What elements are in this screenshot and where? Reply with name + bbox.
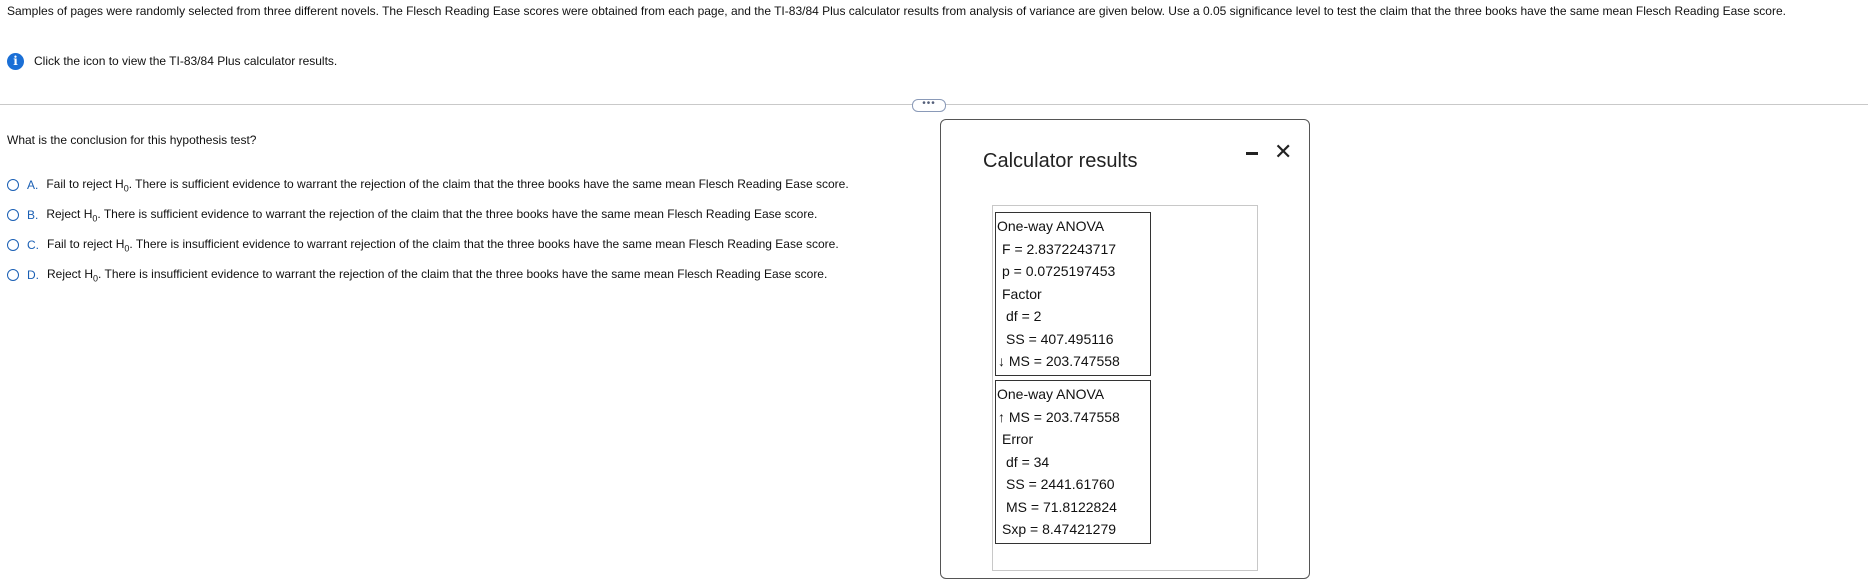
screen-line: MS = 71.8122824 — [1006, 498, 1117, 515]
radio-button[interactable] — [7, 239, 19, 251]
screen-line: One-way ANOVA — [997, 218, 1105, 234]
divider-handle[interactable]: ••• — [912, 99, 946, 112]
radio-button[interactable] — [7, 179, 19, 191]
screen-line: SS = 2441.61760 — [1006, 476, 1115, 492]
problem-statement: Samples of pages were randomly selected from three different novels. The Flesch Reading Ease scores were obtained from each page, and the TI-83/84 Plus calculator results from analysis of variance are given below. Use a 0.05 significance level to test the claim that the three books have the same mean Flesch Reading Ease score. — [7, 4, 1786, 18]
option-c[interactable] — [7, 230, 849, 260]
question-text: What is the conclusion for this hypothesis test? — [7, 133, 257, 147]
option-b[interactable] — [7, 200, 849, 230]
option-text: Fail to reject $H_0$. There is sufficient evidence to warrant the rejection of the claim that the three books have the same mean Flesch Reading Ease score. — [46, 176, 849, 194]
screen-line: One-way ANOVA — [997, 386, 1105, 402]
radio-button[interactable] — [7, 209, 19, 221]
option-letter: D. — [27, 268, 39, 282]
screen-line: p = 0.0725197453 — [1002, 263, 1116, 279]
option-letter: B. — [27, 208, 39, 222]
info-icon[interactable]: i — [7, 53, 24, 70]
info-label: Click the icon to view the TI-83/84 Plus calculator results. — [34, 54, 338, 68]
calculator-results-link[interactable] — [7, 52, 337, 70]
screen-line: df = 2 — [1006, 308, 1042, 324]
option-text: Fail to reject $H_0$. There is insufficient evidence to warrant rejection of the claim that the three books have the same mean Flesch Reading Ease score. — [47, 236, 839, 254]
screen-line: SS = 407.495116 — [1006, 330, 1114, 347]
option-d[interactable] — [7, 260, 849, 290]
calculator-screen-2 — [995, 380, 1151, 544]
screen-line: Sxp = 8.47421279 — [1002, 521, 1117, 537]
screen-line: df = 34 — [1006, 453, 1050, 470]
screen-line: ↑ MS = 203.747558 — [998, 408, 1120, 425]
minimize-icon[interactable] — [1244, 145, 1260, 161]
popup-title: Calculator results — [983, 150, 1138, 172]
option-letter: A. — [27, 178, 39, 192]
option-text: Reject $H_0$. There is insufficient evidence to warrant the rejection of the claim that the three books have the same mean Flesch Reading Ease score. — [47, 266, 828, 284]
screen-line: ↓ MS = 203.747558 — [998, 353, 1120, 369]
screen-line: F = 2.8372243717 — [1002, 240, 1117, 257]
calculator-screen-1 — [995, 212, 1151, 376]
screen-line: Factor — [1002, 285, 1042, 302]
option-letter: C. — [27, 238, 39, 252]
radio-button[interactable] — [7, 269, 19, 281]
close-icon[interactable]: ✕ — [1274, 139, 1293, 164]
option-text: Reject $H_0$. There is sufficient evidence to warrant the rejection of the claim that the three books have the same mean Flesch Reading Ease score. — [46, 206, 818, 224]
answer-options — [7, 170, 849, 290]
calculator-results-popup — [940, 119, 1310, 579]
option-a[interactable] — [7, 170, 849, 200]
screen-line: Error — [1002, 431, 1034, 447]
